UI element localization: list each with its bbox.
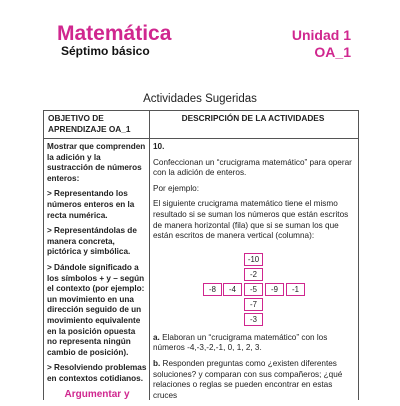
crossword-cell: -8 [203, 283, 222, 296]
crossword-grid [203, 253, 305, 327]
activity-paragraph: El siguiente crucigrama matemático tiene el mismo resultado si se suman los números que están escritos de manera horizontal (fila) que si se suman los que están escritos de manera vertical (columna): [153, 199, 349, 241]
description-column-header: DESCRIPCIÓN DE LA ACTIVIDADES [181, 113, 325, 123]
objective-intro: Mostrar que comprenden la adición y la sustracción de números enteros: [47, 142, 146, 183]
task-a [153, 333, 354, 354]
task-b-text: Responden preguntas como ¿existen diferentes soluciones? y comparan con sus compañeros; ¿qué relaciones o reglas se pueden encontrar en estas cruces [153, 358, 343, 400]
task-a-text: Elaboran un “crucigrama matemático” con los números -4,-3,-2,-1, 0, 1, 2, 3. [153, 332, 328, 353]
grade-subtitle: Séptimo básico [61, 44, 150, 58]
task-b-label: b. [153, 358, 161, 368]
task-a-label: a. [153, 332, 160, 342]
objective-item: > Resolviendo problemas en contextos cotidianos. [47, 363, 147, 383]
crossword-cell: -3 [244, 313, 263, 326]
crossword-cell: -7 [244, 298, 263, 311]
activity-paragraph: Confeccionan un “crucigrama matemático” para operar con la adición de enteros. [153, 157, 352, 178]
crossword-cell: -9 [265, 283, 284, 296]
objective-column-header: OBJETIVO DE APRENDIZAJE OA_1 [48, 113, 131, 134]
skill-label: Argumentar y [64, 389, 130, 401]
crossword-center-cell: -5 [244, 283, 263, 296]
objective-cell [47, 142, 147, 406]
objective-item: > Representándolas de manera concreta, pictórica y simbólica. [47, 226, 137, 257]
header-row-divider [44, 138, 358, 139]
task-b [153, 359, 354, 401]
column-divider [149, 111, 150, 400]
subject-title: Matemática [57, 22, 172, 45]
crossword-cell: -10 [244, 253, 263, 266]
crossword-cell: -1 [286, 283, 305, 296]
crossword-cell: -2 [244, 268, 263, 281]
unit-label: Unidad 1 [291, 27, 351, 43]
objective-item: > Representando los números enteros en la recta numérica. [47, 189, 135, 220]
objective-item: > Dándole significado a los símbolos + y – según el contexto (por ejemplo: un movimiento en una dirección seguido de un movimiento equivalente en la posición opuesta no representa ningún cambio de posición). [47, 262, 145, 357]
section-title: Actividades Sugeridas [143, 93, 257, 105]
activity-number: 10. [153, 142, 165, 151]
oa-label: OA_1 [314, 44, 351, 60]
crossword-cell: -4 [223, 283, 242, 296]
activity-paragraph: Por ejemplo: [153, 183, 199, 193]
activities-table [43, 110, 359, 400]
